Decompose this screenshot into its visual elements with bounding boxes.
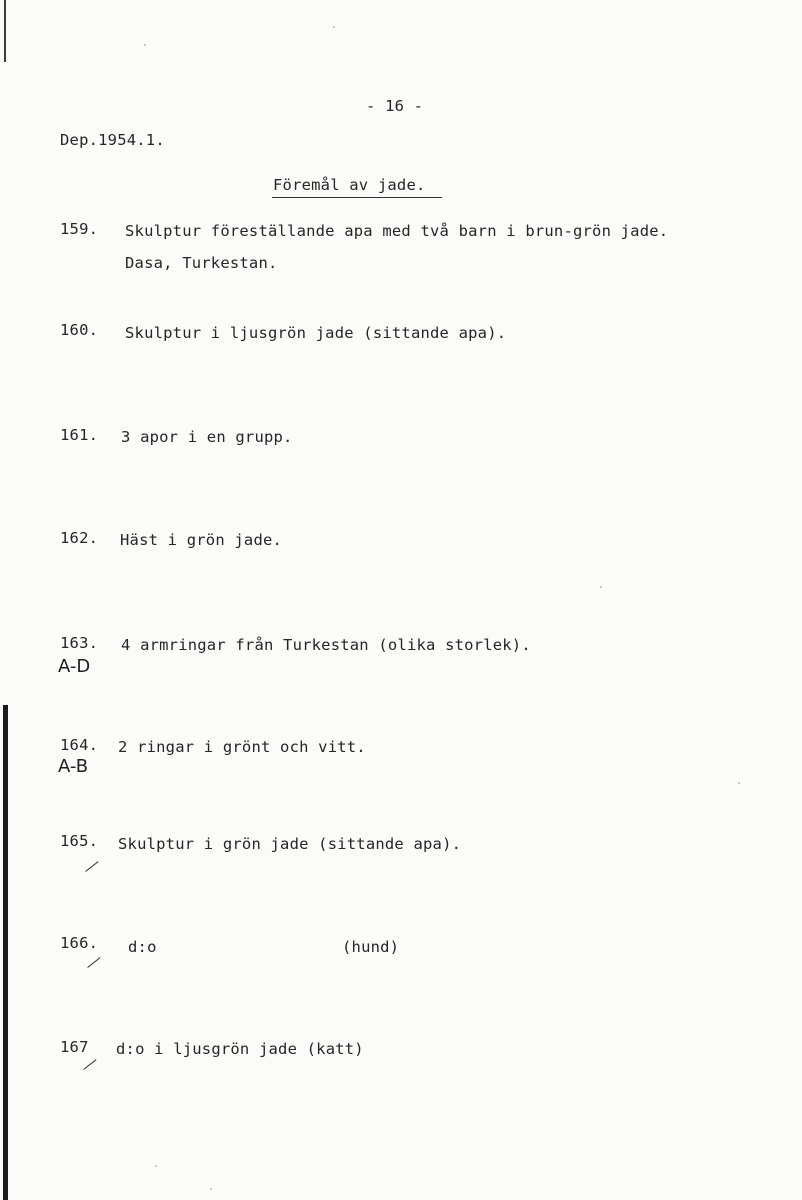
- entry-number: 161.: [60, 426, 99, 444]
- entry-text: Skulptur föreställande apa med två barn i brun-grön jade.: [125, 222, 669, 240]
- scan-speck: [210, 1188, 212, 1190]
- scan-speck: [333, 26, 335, 28]
- entry-number: 163.: [60, 634, 99, 652]
- entry-number: 167: [60, 1038, 89, 1056]
- entry-number: 159.: [60, 220, 99, 238]
- handwritten-annotation: A-B: [58, 756, 89, 777]
- entry-text: Skulptur i grön jade (sittande apa).: [118, 835, 462, 853]
- entry-number: 162.: [60, 529, 99, 547]
- entry-number: 165.: [60, 832, 99, 850]
- scan-edge-bottom: [3, 705, 8, 1200]
- entry-text: 3 apor i en grupp.: [121, 428, 293, 446]
- entry-text: 2 ringar i grönt och vitt.: [118, 738, 366, 756]
- scan-speck: [155, 1165, 157, 1167]
- entry-text-right: (hund): [342, 938, 400, 956]
- entry-number: 160.: [60, 321, 99, 339]
- scan-speck: [738, 782, 740, 784]
- scan-edge-top: [4, 0, 6, 62]
- heading-underline: [272, 197, 442, 198]
- handwritten-checkmark: [87, 957, 100, 968]
- entry-number: 164.: [60, 736, 99, 754]
- page-number: - 16 -: [366, 97, 424, 115]
- entry-number: 166.: [60, 934, 99, 952]
- entry-text-continuation: Dasa, Turkestan.: [125, 254, 278, 272]
- entry-text: Skulptur i ljusgrön jade (sittande apa).: [125, 324, 507, 342]
- scan-speck: [600, 586, 602, 588]
- accession-number: Dep.1954.1.: [60, 131, 165, 149]
- handwritten-checkmark: [85, 861, 98, 872]
- entry-text: 4 armringar från Turkestan (olika storlek).: [121, 636, 531, 654]
- scan-speck: [144, 44, 146, 46]
- handwritten-checkmark: [83, 1059, 96, 1070]
- handwritten-annotation: A-D: [58, 656, 91, 677]
- section-heading: Föremål av jade.: [273, 176, 426, 194]
- entry-text: Häst i grön jade.: [120, 531, 283, 549]
- entry-text: d:o: [128, 938, 157, 956]
- entry-text: d:o i ljusgrön jade (katt): [116, 1040, 364, 1058]
